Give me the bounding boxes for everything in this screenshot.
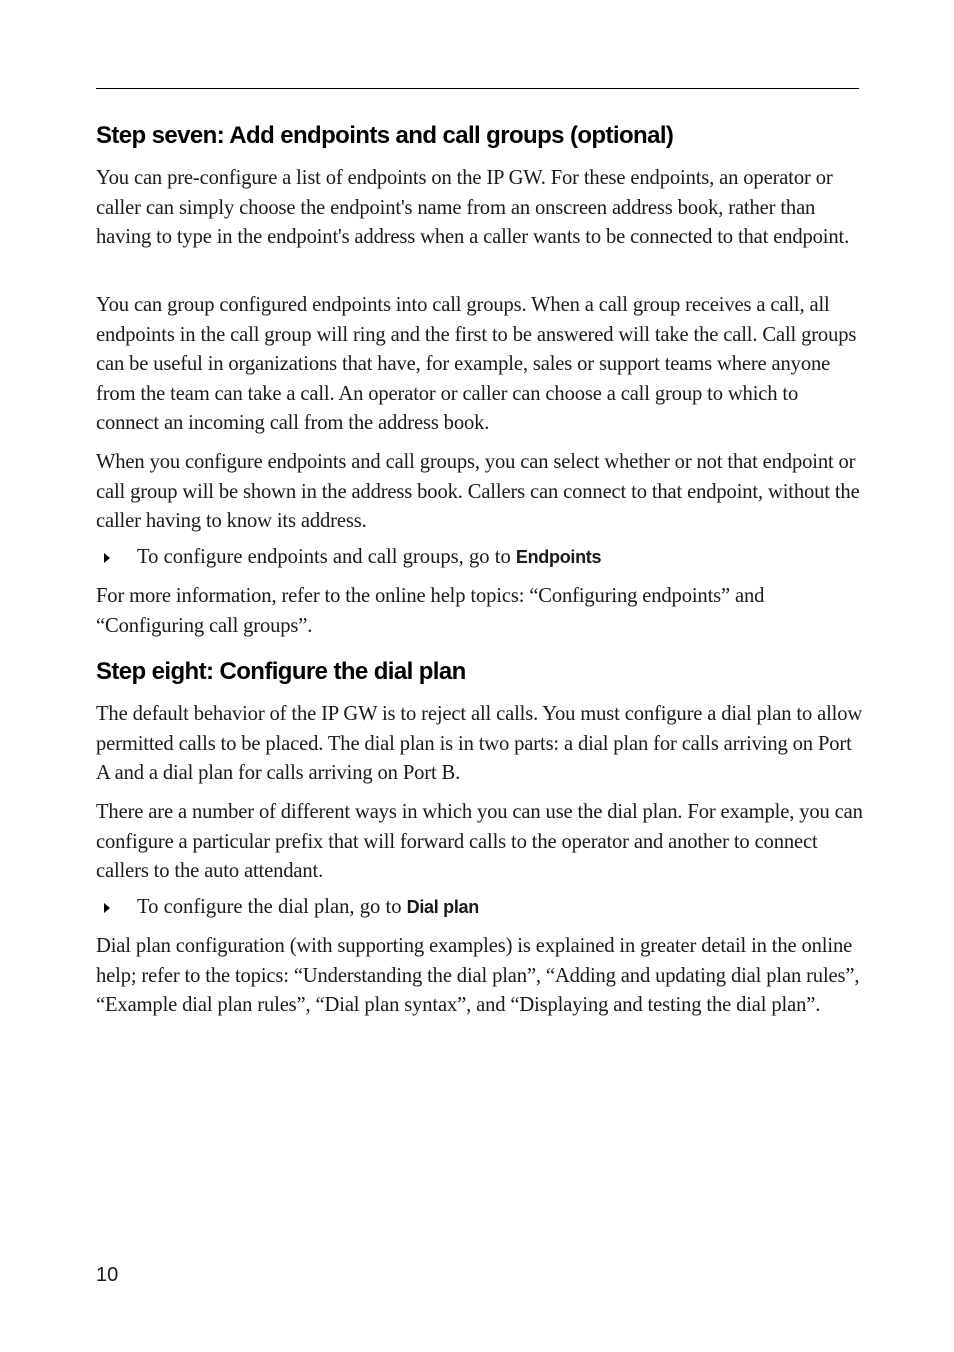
menu-reference-dial-plan: Dial plan — [406, 897, 479, 917]
heading-step-eight: Step eight: Configure the dial plan — [96, 658, 466, 685]
paragraph: The default behavior of the IP GW is to reject all calls. You must configure a dial plan to allow permitted calls to be placed. The dial plan is in two parts: a dial plan for calls arriving on Port A and a dial plan for calls arriving on Port B. — [96, 703, 863, 784]
paragraph: You can pre-configure a list of endpoints on the IP GW. For these endpoints, an operator or caller can simply choose the endpoint's name from an onscreen address book, rather than having to type in the endpoint's address when a caller wants to be connected to that endpoint. — [96, 167, 850, 248]
paragraph: Dial plan configuration (with supporting examples) is explained in greater detail in the online help; refer to the topics: “Understanding the dial plan”, “Adding and updating dial plan rules”, “Example dial plan rules”, “Dial plan syntax”, and “Displaying and testing the dial plan”. — [96, 935, 860, 1016]
paragraph: There are a number of different ways in which you can use the dial plan. For example, you can configure a particular prefix that will forward calls to the operator and another to connect callers to the auto attendant. — [96, 801, 863, 882]
heading-step-seven: Step seven: Add endpoints and call groups (optional) — [96, 122, 674, 149]
paragraph: You can group configured endpoints into call groups. When a call group receives a call, all endpoints in the call group will ring and the first to be answered will take the call. Call groups can be useful in organizations that have, for example, sales or support teams where anyone from the team can take a call. An operator or caller can choose a call group to which to connect an incoming call from the address book. — [96, 294, 857, 434]
instruction-text: To configure endpoints and call groups, go to — [137, 546, 516, 568]
menu-reference-endpoints: Endpoints — [515, 547, 602, 567]
arrow-bullet-icon — [104, 903, 110, 913]
arrow-bullet-icon — [104, 553, 110, 563]
paragraph: When you configure endpoints and call groups, you can select whether or not that endpoint or call group will be shown in the address book. Callers can connect to that endpoint, without the caller having to know its address. — [96, 451, 860, 532]
header-rule — [96, 88, 859, 89]
paragraph: For more information, refer to the online help topics: “Configuring endpoints” and “Configuring call groups”. — [96, 585, 765, 637]
instruction-text: To configure the dial plan, go to — [137, 896, 407, 918]
page-number: 10 — [96, 1264, 119, 1286]
